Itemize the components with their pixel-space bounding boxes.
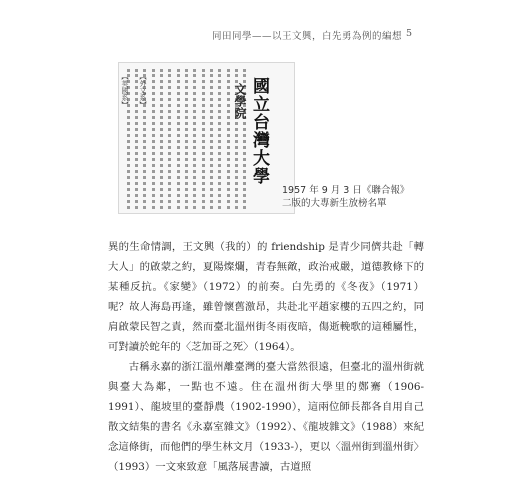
clipping-text-column	[152, 69, 157, 209]
page-number: 5	[405, 28, 412, 39]
clipping-bracket-label: 【外文系】	[139, 73, 147, 108]
paragraph: 古稱永嘉的浙江溫州離臺灣的臺大當然很遠，但臺北的溫州街就與臺大為鄰，一點也不遠。住在溫州街大學里的鄭騫（1906-1991）、龍坡里的臺靜農（1902-1990），這兩位師長都各自用自己散文結集的書名《永嘉室雜文》（1992）、《龍坡雜文》（1988）來紀念這條街，而他們的學生林文月（1933-），更以〈溫州街到溫州街〉（1993）一文來致意「風落展書讀，古道照	[108, 361, 424, 473]
clipping-text-column	[193, 69, 198, 209]
clipping-masthead: 國立台灣大學	[249, 77, 269, 185]
clipping-text-column	[218, 69, 223, 209]
clipping-text-column	[168, 69, 173, 209]
clipping-college: 文學院	[233, 83, 247, 119]
clipping-text-column	[177, 69, 182, 209]
clipping-text-column	[202, 69, 207, 209]
clipping-text-column	[185, 69, 190, 209]
newspaper-clipping	[118, 62, 295, 214]
caption-line: 1957 年 9 月 3 日《聯合報》	[282, 185, 410, 196]
body-text	[108, 237, 424, 477]
paragraph: 異的生命情調，王文興（我的）的 friendship 是青少同儕共赴「轉大人」的啟蒙之約，夏陽燦爛，青春無敵，政治戒嚴，道德教條下的某種反抗。《家變》（1972）的前奏。白先勇的《冬夜》（1971）呢？故人海島再逢，雖曾懷舊激昂，共赴北平趙家樓的五四之約，同肩啟蒙民智之責，然而臺北溫州街冬雨夜暗，傷逝輓歌的這種屬性，可對讀於蛇年的〈芝加哥之死〉（1964）。	[108, 241, 424, 353]
clipping-bracket-label: 【英國系】	[121, 73, 129, 108]
figure-caption	[282, 184, 432, 210]
clipping-text-column	[160, 69, 165, 209]
clipping-text-column	[210, 69, 215, 209]
running-head: 同田同學——以王文興，白先勇為例的編想	[211, 31, 402, 42]
caption-line: 二版的大專新生放榜名單	[282, 198, 387, 209]
